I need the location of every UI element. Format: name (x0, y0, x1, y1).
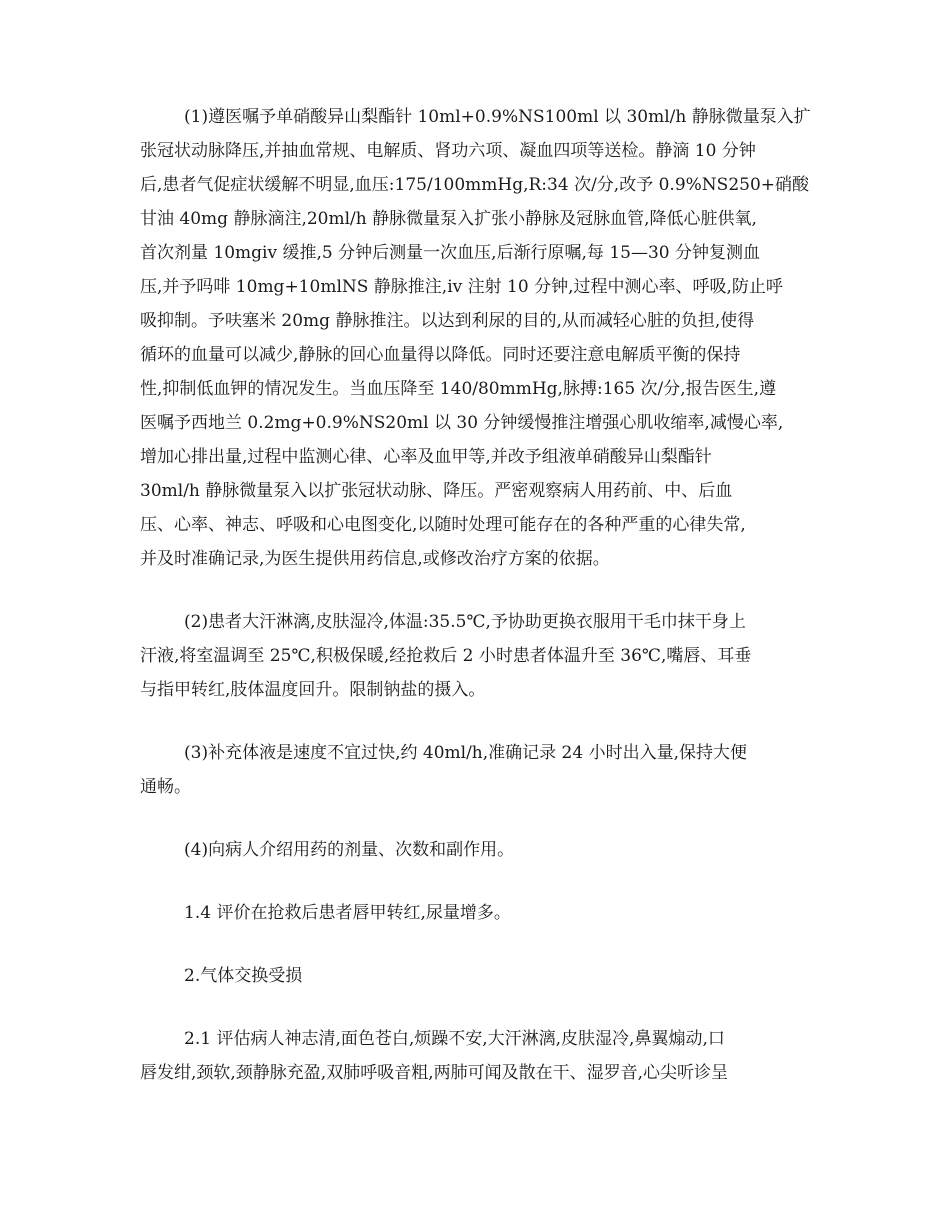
text-line: 增加心排出量,过程中监测心律、心率及血甲等,并改予组液单硝酸异山梨酯针 (140, 447, 712, 467)
text-line: (4)向病人介绍用药的剂量、次数和副作用。 (184, 840, 515, 860)
text-line: 30ml/h 静脉微量泵入以扩张冠状动脉、降压。严密观察病人用药前、中、后血 (140, 481, 733, 501)
text-line: 与指甲转红,肢体温度回升。限制钠盐的摄入。 (140, 680, 486, 700)
text-line: (1)遵医嘱予单硝酸异山梨酯针 10ml+0.9%NS100ml 以 30ml/h 静脉微量泵入扩 (184, 107, 811, 127)
text-line: 张冠状动脉降压,并抽血常规、电解质、肾功六项、凝血四项等送检。静滴 10 分钟 (140, 141, 756, 161)
text-line: 通畅。 (140, 777, 191, 797)
text-line: 循环的血量可以减少,静脉的回心血量得以降低。同时还要注意电解质平衡的保持 (140, 345, 741, 365)
text-line: (3)补充体液是速度不宜过快,约 40ml/h,准确记录 24 小时出入量,保持大便 (184, 743, 747, 763)
text-line: 性,抑制低血钾的情况发生。当血压降至 140/80mmHg,脉搏:165 次/分,报告医生,遵 (140, 379, 777, 399)
text-line: 并及时准确记录,为医生提供用药信息,或修改治疗方案的依据。 (140, 549, 610, 569)
text-line: 吸抑制。予呋塞米 20mg 静脉推注。以达到利尿的目的,从而减轻心脏的负担,使得 (140, 311, 755, 331)
text-line: 压、心率、神志、呼吸和心电图变化,以随时处理可能存在的各种严重的心律失常, (140, 515, 746, 535)
text-line: 首次剂量 10mgiv 缓推,5 分钟后测量一次血压,后渐行原嘱,每 15—30 分钟复测血 (140, 243, 760, 263)
text-line: (2)患者大汗淋漓,皮肤湿冷,体温:35.5℃,予协助更换衣服用干毛巾抹干身上 (184, 612, 746, 632)
text-line: 甘油 40mg 静脉滴注,20ml/h 静脉微量泵入扩张小静脉及冠脉血管,降低心脏供氧, (140, 209, 757, 229)
text-line: 汗液,将室温调至 25℃,积极保暖,经抢救后 2 小时患者体温升至 36℃,嘴唇、耳垂 (140, 646, 752, 666)
text-line: 1.4 评价在抢救后患者唇甲转红,尿量增多。 (184, 903, 511, 923)
text-line: 2.气体交换受损 (184, 966, 303, 986)
text-line: 唇发绀,颈软,颈静脉充盈,双肺呼吸音粗,两肺可闻及散在干、湿罗音,心尖听诊呈 (140, 1063, 729, 1083)
text-line: 压,并予吗啡 10mg+10mlNS 静脉推注,iv 注射 10 分钟,过程中测心率、呼吸,防止呼 (140, 277, 783, 297)
text-line: 医嘱予西地兰 0.2mg+0.9%NS20ml 以 30 分钟缓慢推注增强心肌收缩率,减慢心率, (140, 413, 784, 433)
text-line: 后,患者气促症状缓解不明显,血压:175/100mmHg,R:34 次/分,改予 0.9%NS250+硝酸 (140, 175, 810, 195)
text-line: 2.1 评估病人神志清,面色苍白,烦躁不安,大汗淋漓,皮肤湿冷,鼻翼煽动,口 (184, 1029, 725, 1049)
